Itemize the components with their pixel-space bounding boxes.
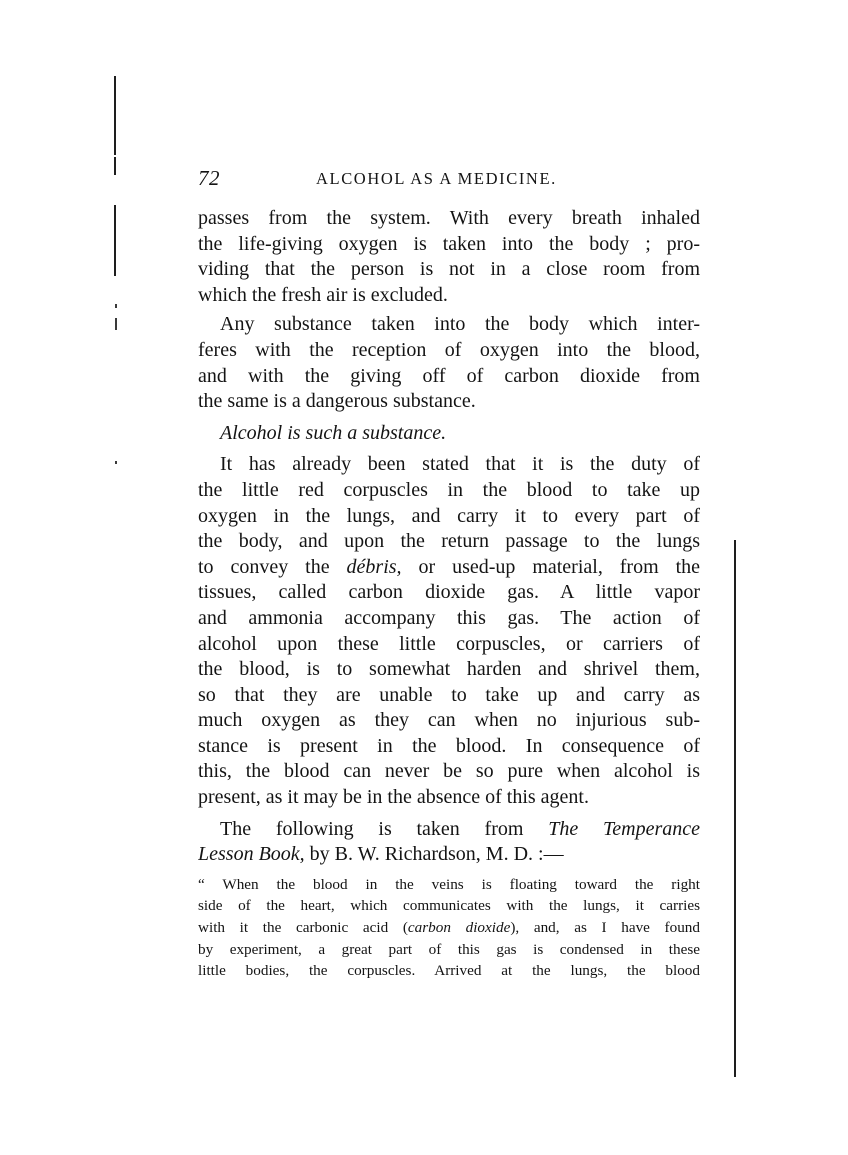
left-margin-speck [115,304,117,308]
block-quote [198,874,700,982]
left-margin-rule-lower [114,205,116,276]
text-line: stance is present in the blood. In consequence of [198,734,700,757]
right-margin-rule [734,540,736,1077]
text-line: alcohol upon these little corpuscles, or carriers of [198,632,700,655]
left-margin-rule-mark [114,157,116,175]
quote-line: “ When the blood in the veins is floating toward the right [198,875,700,893]
text-line [198,817,700,843]
quote-line: by experiment, a great part of this gas is condensed in these [198,940,700,958]
paragraph [198,312,700,414]
running-head: ALCOHOL AS A MEDICINE. [316,169,557,188]
text-line: which the fresh air is excluded. [198,283,448,306]
text-line: the body, and upon the return passage to the lungs [198,530,700,553]
quote-line: little bodies, the corpuscles. Arrived at the lungs, the blood [198,962,700,980]
paragraph [198,817,700,868]
left-margin-rule-upper [114,76,116,155]
page-header [198,166,700,192]
text-run: The following is taken from [220,817,549,840]
text-line [198,555,700,581]
text-line: feres with the reception of oxygen into the blood, [198,338,700,361]
text-line: and ammonia accompany this gas. The action of [198,606,700,629]
quote-line: side of the heart, which communicates with the lungs, it carries [198,897,700,915]
text-line: passes from the system. With every breath inhaled [198,207,700,229]
text-run: or used-up material, from the [401,555,700,578]
text-line: Any substance taken into the body which inter- [220,313,700,336]
text-run: with it the carbonic acid ( [198,919,408,937]
text-run: to convey the [198,555,347,578]
text-line: the same is a dangerous substance. [198,390,476,413]
text-line: viding that the person is not in a close room from [198,258,700,281]
text-line: the blood, is to somewhat harden and shrivel them, [198,658,700,681]
left-margin-speck [115,461,117,464]
paragraph [198,452,700,810]
left-margin-speck [115,318,117,330]
text-line: much oxygen as they can when no injurious sub- [198,709,700,732]
page-number: 72 [198,166,220,190]
text-line: tissues, called carbon dioxide gas. A little vapor [198,581,700,604]
emphasis-line: Alcohol is such a substance. [220,421,447,444]
italic-word: débris, [346,555,402,578]
text-line: present, as it may be in the absence of this agent. [198,786,589,809]
text-line: It has already been stated that it is the duty of [220,453,700,476]
book-title: The Temperance [548,817,700,840]
text-line: the life-giving oxygen is taken into the body ; pro- [198,232,700,255]
text-line: oxygen in the lungs, and carry it to every part of [198,504,700,527]
italic-term: carbon dioxide [407,919,511,937]
text-line: and with the giving off of carbon dioxide from [198,364,700,387]
text-line [198,842,700,868]
paragraph [198,206,700,308]
text-line: this, the blood can never be so pure when alcohol is [198,760,700,783]
text-run: ), and, as I have found [510,919,700,937]
text-run: by B. W. Richardson, M. D. :— [304,843,564,866]
text-line: so that they are unable to take up and carry as [198,683,700,706]
quote-line [198,917,700,939]
body-text [198,206,700,982]
paragraph [198,421,700,447]
book-title: Lesson Book, [198,843,305,866]
text-line: the little red corpuscles in the blood to take up [198,478,700,501]
